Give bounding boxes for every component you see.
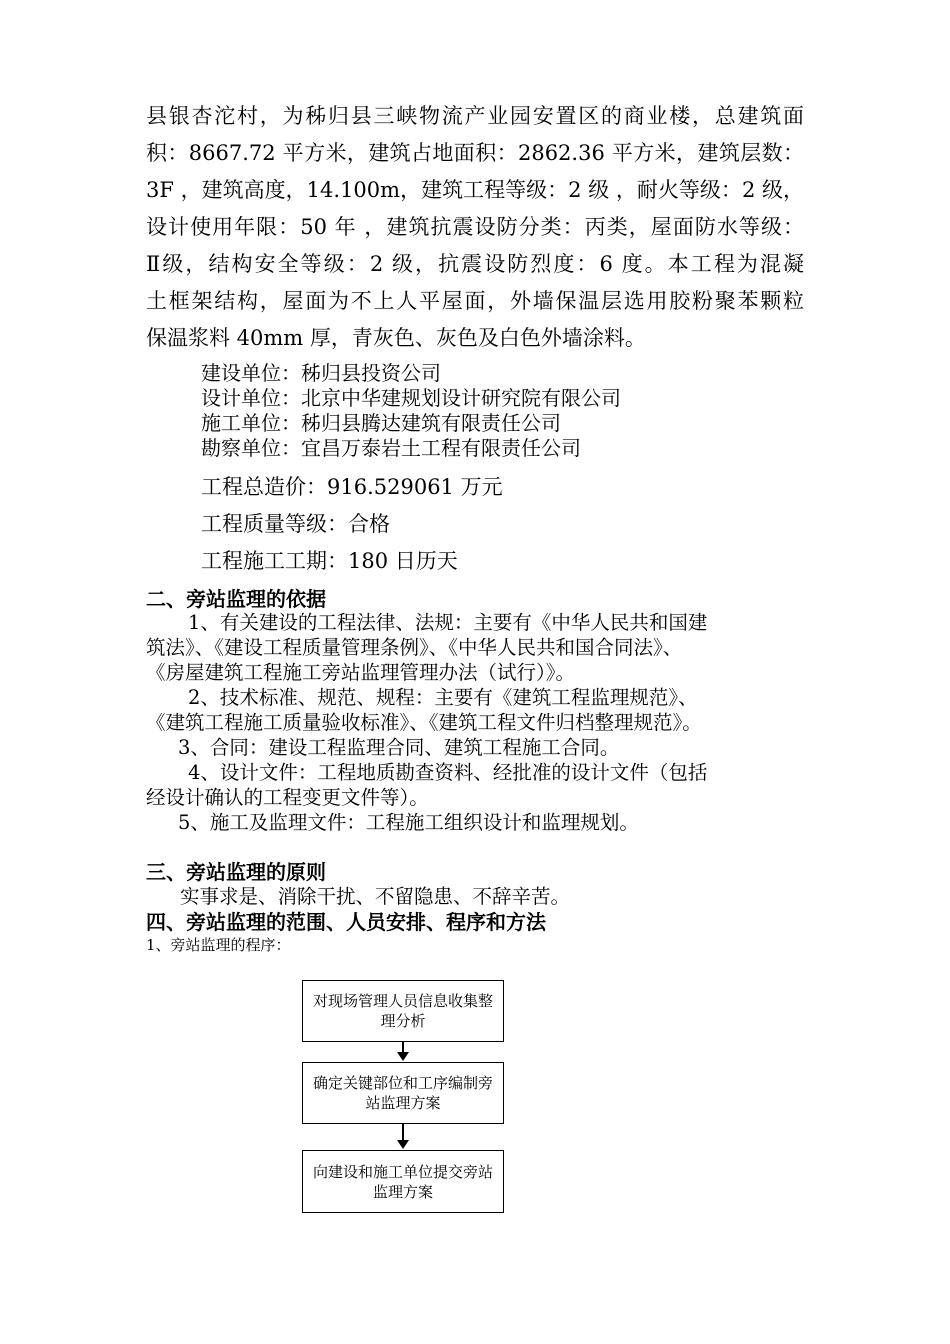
basis-item-2-line-1: 2、技术标准、规范、规程：主要有《建筑工程监理规范》、 — [188, 686, 698, 709]
flow-step-1-label: 对现场管理人员信息收集整理分析 — [313, 992, 494, 1030]
basis-item-2-line-2: 《建筑工程施工质量验收标准》、《建筑工程文件归档整理规范》。 — [146, 711, 702, 734]
basis-item-3: 3、合同：建设工程监理合同、建筑工程施工合同。 — [178, 736, 620, 759]
flow-arrow-1-head — [397, 1052, 409, 1061]
basis-item-1-line-2: 筑法》、《建设工程质量管理条例》、《中华人民共和国合同法》、 — [146, 636, 683, 659]
overview-line-2: 积：8667.72 平方米，建筑占地面积：2862.36 平方米，建筑层数： — [146, 141, 804, 165]
overview-line-4: 设计使用年限：50 年 ，建筑抗震设防分类：丙类，屋面防水等级： — [146, 215, 804, 239]
flow-arrow-2-head — [397, 1140, 409, 1149]
flow-arrow-2-line — [402, 1124, 404, 1140]
project-duration: 工程施工工期：180 日历天 — [201, 549, 458, 573]
principle-text: 实事求是、消除干扰、不留隐患、不辞辛苦。 — [180, 885, 571, 908]
basis-item-1-line-3: 《房屋建筑工程施工旁站监理管理办法（试行）》。 — [146, 661, 576, 684]
owner-unit: 建设单位：秭归县投资公司 — [201, 361, 441, 385]
overview-line-1: 县银杏沱村，为秭归县三峡物流产业园安置区的商业楼，总建筑面 — [146, 104, 804, 128]
overview-line-3: 3F ，建筑高度，14.100m，建筑工程等级：2 级 ，耐火等级：2 级， — [146, 178, 804, 202]
overview-line-7: 保温浆料 40mm 厚，青灰色、灰色及白色外墙涂料。 — [146, 326, 646, 350]
flow-arrow-1-line — [402, 1042, 404, 1052]
basis-item-4-line-2: 经设计确认的工程变更文件等）。 — [146, 786, 429, 809]
project-cost: 工程总造价：916.529061 万元 — [201, 475, 503, 499]
section-2-heading: 二、旁站监理的依据 — [146, 587, 326, 611]
flow-step-3-label: 向建设和施工单位提交旁站监理方案 — [313, 1162, 494, 1201]
section-4-heading: 四、旁站监理的范围、人员安排、程序和方法 — [146, 910, 546, 934]
project-quality: 工程质量等级：合格 — [201, 512, 390, 536]
flow-step-2-label: 确定关键部位和工序编制旁站监理方案 — [313, 1074, 494, 1112]
section-3-heading: 三、旁站监理的原则 — [146, 860, 326, 884]
overview-line-5: Ⅱ级，结构安全等级：2 级，抗震设防烈度：6 度。本工程为混凝 — [146, 252, 804, 276]
flow-step-2 — [302, 1062, 504, 1124]
flow-step-1 — [302, 980, 504, 1042]
overview-line-6: 土框架结构，屋面为不上人平屋面，外墙保温层选用胶粉聚苯颗粒 — [146, 289, 804, 313]
basis-item-5: 5、施工及监理文件：工程施工组织设计和监理规划。 — [178, 811, 639, 834]
procedure-subheading: 1、旁站监理的程序： — [146, 936, 291, 954]
surveyor-unit: 勘察单位：宜昌万泰岩土工程有限责任公司 — [201, 436, 581, 460]
flow-step-3 — [302, 1150, 504, 1213]
designer-unit: 设计单位：北京中华建规划设计研究院有限公司 — [201, 386, 621, 410]
basis-item-4-line-1: 4、设计文件：工程地质勘查资料、经批准的设计文件（包括 — [188, 761, 708, 784]
basis-item-1-line-1: 1、有关建设的工程法律、法规：主要有《中华人民共和国建 — [188, 611, 708, 634]
constructor-unit: 施工单位：秭归县腾达建筑有限责任公司 — [201, 411, 561, 435]
